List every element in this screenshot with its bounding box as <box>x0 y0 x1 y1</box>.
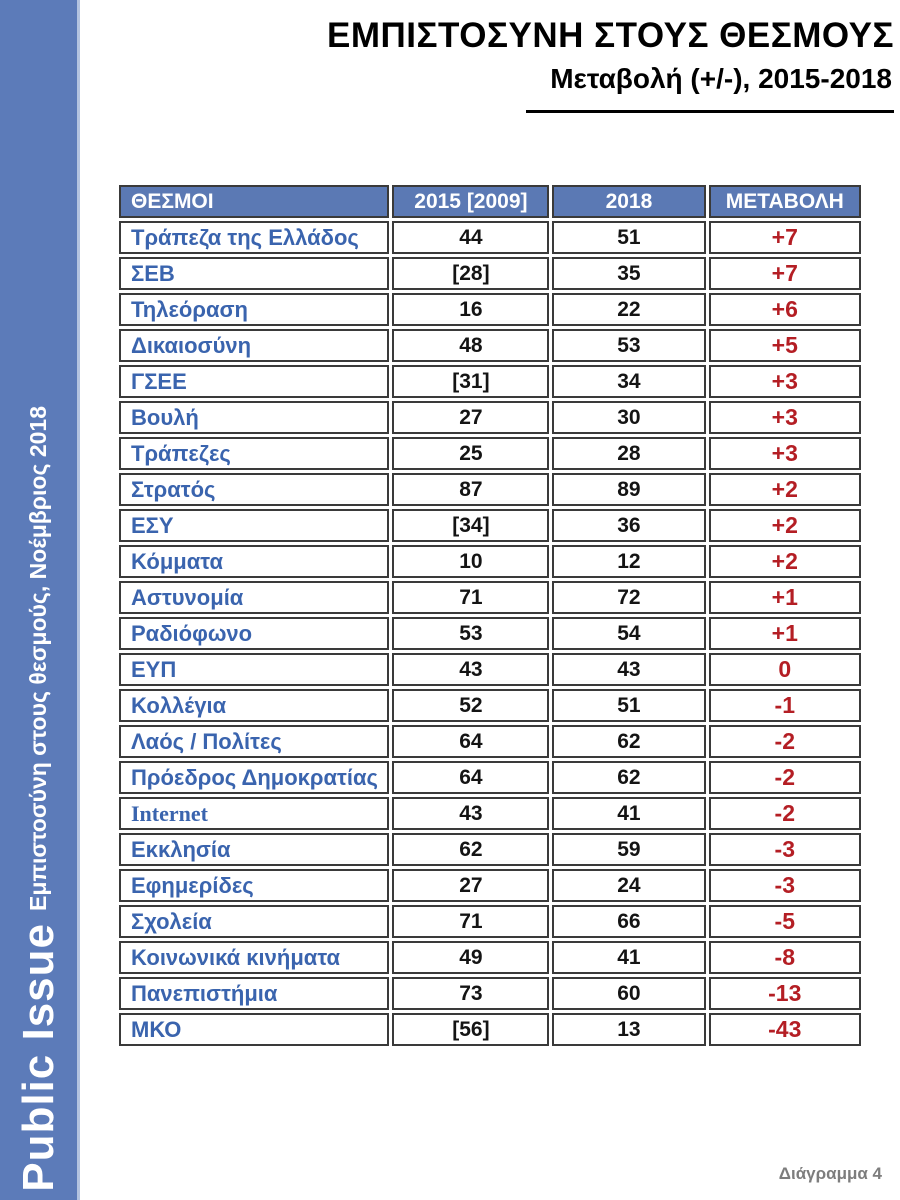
change-cell: +2 <box>709 545 861 578</box>
change-cell: +3 <box>709 365 861 398</box>
value-2015-cell: 44 <box>392 221 549 254</box>
institution-cell: Πρόεδρος Δημοκρατίας <box>119 761 389 794</box>
value-2015-cell: 62 <box>392 833 549 866</box>
change-cell: +6 <box>709 293 861 326</box>
institution-cell: ΕΣΥ <box>119 509 389 542</box>
value-2018-cell: 12 <box>552 545 705 578</box>
institution-cell: Δικαιοσύνη <box>119 329 389 362</box>
change-cell: +1 <box>709 617 861 650</box>
change-cell: -2 <box>709 725 861 758</box>
institution-cell: Πανεπιστήμια <box>119 977 389 1010</box>
value-2015-cell: 73 <box>392 977 549 1010</box>
institution-cell: ΕΥΠ <box>119 653 389 686</box>
value-2018-cell: 89 <box>552 473 705 506</box>
value-2018-cell: 34 <box>552 365 705 398</box>
value-2015-cell: 48 <box>392 329 549 362</box>
value-2015-cell: 53 <box>392 617 549 650</box>
institution-cell: Εφημερίδες <box>119 869 389 902</box>
institution-cell: Κόμματα <box>119 545 389 578</box>
trust-table-wrapper <box>116 182 864 1049</box>
page-subtitle: Μεταβολή (+/-), 2015-2018 <box>550 63 892 94</box>
sidebar <box>0 0 80 1200</box>
institution-cell: Σχολεία <box>119 905 389 938</box>
value-2018-cell: 51 <box>552 221 705 254</box>
column-header: 2018 <box>552 185 705 218</box>
value-2018-cell: 53 <box>552 329 705 362</box>
table-row <box>119 545 861 578</box>
title-underline <box>526 110 894 113</box>
institution-cell: Τηλεόραση <box>119 293 389 326</box>
table-row <box>119 869 861 902</box>
value-2015-cell: 87 <box>392 473 549 506</box>
table-row <box>119 257 861 290</box>
institution-cell: Τράπεζα της Ελλάδος <box>119 221 389 254</box>
institution-cell: Αστυνομία <box>119 581 389 614</box>
table-row <box>119 725 861 758</box>
value-2018-cell: 41 <box>552 797 705 830</box>
value-2018-cell: 35 <box>552 257 705 290</box>
institution-cell: Κολλέγια <box>119 689 389 722</box>
value-2018-cell: 54 <box>552 617 705 650</box>
change-cell: -3 <box>709 833 861 866</box>
institution-cell: ΣΕΒ <box>119 257 389 290</box>
change-cell: +2 <box>709 509 861 542</box>
change-cell: 0 <box>709 653 861 686</box>
trust-table <box>116 182 864 1049</box>
change-cell: +7 <box>709 257 861 290</box>
value-2015-cell: 43 <box>392 653 549 686</box>
value-2018-cell: 13 <box>552 1013 705 1046</box>
value-2018-cell: 41 <box>552 941 705 974</box>
change-cell: -8 <box>709 941 861 974</box>
change-cell: +2 <box>709 473 861 506</box>
value-2018-cell: 62 <box>552 761 705 794</box>
table-body <box>119 221 861 1046</box>
table-row <box>119 905 861 938</box>
value-2018-cell: 43 <box>552 653 705 686</box>
change-cell: +1 <box>709 581 861 614</box>
value-2015-cell: 49 <box>392 941 549 974</box>
table-row <box>119 221 861 254</box>
change-cell: -43 <box>709 1013 861 1046</box>
table-row <box>119 329 861 362</box>
value-2018-cell: 59 <box>552 833 705 866</box>
title-block <box>327 16 894 113</box>
value-2015-cell: 52 <box>392 689 549 722</box>
value-2015-cell: [28] <box>392 257 549 290</box>
table-row <box>119 833 861 866</box>
value-2018-cell: 24 <box>552 869 705 902</box>
change-cell: -1 <box>709 689 861 722</box>
institution-cell: Κοινωνικά κινήματα <box>119 941 389 974</box>
value-2015-cell: 71 <box>392 581 549 614</box>
change-cell: +3 <box>709 401 861 434</box>
table-row <box>119 617 861 650</box>
table-row <box>119 653 861 686</box>
column-header: ΜΕΤΑΒΟΛΗ <box>709 185 861 218</box>
value-2015-cell: [34] <box>392 509 549 542</box>
brand-logo: Public Issue <box>13 923 63 1192</box>
institution-cell: ΓΣΕΕ <box>119 365 389 398</box>
value-2015-cell: 43 <box>392 797 549 830</box>
value-2018-cell: 30 <box>552 401 705 434</box>
change-cell: -3 <box>709 869 861 902</box>
column-header: 2015 [2009] <box>392 185 549 218</box>
change-cell: +5 <box>709 329 861 362</box>
diagram-number: Διάγραμμα 4 <box>778 1164 882 1183</box>
table-row <box>119 761 861 794</box>
value-2018-cell: 51 <box>552 689 705 722</box>
change-cell: -13 <box>709 977 861 1010</box>
value-2015-cell: 27 <box>392 401 549 434</box>
value-2015-cell: 64 <box>392 725 549 758</box>
value-2015-cell: [56] <box>392 1013 549 1046</box>
table-header-row <box>119 185 861 218</box>
change-cell: -5 <box>709 905 861 938</box>
value-2018-cell: 62 <box>552 725 705 758</box>
value-2015-cell: 27 <box>392 869 549 902</box>
value-2015-cell: 10 <box>392 545 549 578</box>
page-title: ΕΜΠΙΣΤΟΣΥΝΗ ΣΤΟΥΣ ΘΕΣΜΟΥΣ <box>327 16 894 55</box>
table-row <box>119 437 861 470</box>
table-row <box>119 581 861 614</box>
value-2015-cell: 25 <box>392 437 549 470</box>
table-row <box>119 689 861 722</box>
column-header: ΘΕΣΜΟΙ <box>119 185 389 218</box>
sidebar-caption: Εμπιστοσύνη στους θεσμούς, Νοέμβριος 2018 <box>25 406 51 912</box>
value-2018-cell: 36 <box>552 509 705 542</box>
table-row <box>119 977 861 1010</box>
change-cell: +3 <box>709 437 861 470</box>
table-row <box>119 365 861 398</box>
institution-cell: ΜΚΟ <box>119 1013 389 1046</box>
institution-cell: Στρατός <box>119 473 389 506</box>
change-cell: +7 <box>709 221 861 254</box>
change-cell: -2 <box>709 797 861 830</box>
table-row <box>119 473 861 506</box>
table-row <box>119 293 861 326</box>
institution-cell: Ραδιόφωνο <box>119 617 389 650</box>
institution-cell: Τράπεζες <box>119 437 389 470</box>
institution-cell: Εκκλησία <box>119 833 389 866</box>
value-2018-cell: 22 <box>552 293 705 326</box>
value-2015-cell: 71 <box>392 905 549 938</box>
table-row <box>119 941 861 974</box>
institution-cell: Βουλή <box>119 401 389 434</box>
institution-cell: Λαός / Πολίτες <box>119 725 389 758</box>
table-row <box>119 401 861 434</box>
value-2015-cell: 64 <box>392 761 549 794</box>
value-2018-cell: 72 <box>552 581 705 614</box>
value-2018-cell: 28 <box>552 437 705 470</box>
institution-cell: Internet <box>119 797 389 830</box>
value-2018-cell: 60 <box>552 977 705 1010</box>
table-row <box>119 1013 861 1046</box>
change-cell: -2 <box>709 761 861 794</box>
table-row <box>119 509 861 542</box>
table-row <box>119 797 861 830</box>
value-2018-cell: 66 <box>552 905 705 938</box>
value-2015-cell: [31] <box>392 365 549 398</box>
value-2015-cell: 16 <box>392 293 549 326</box>
